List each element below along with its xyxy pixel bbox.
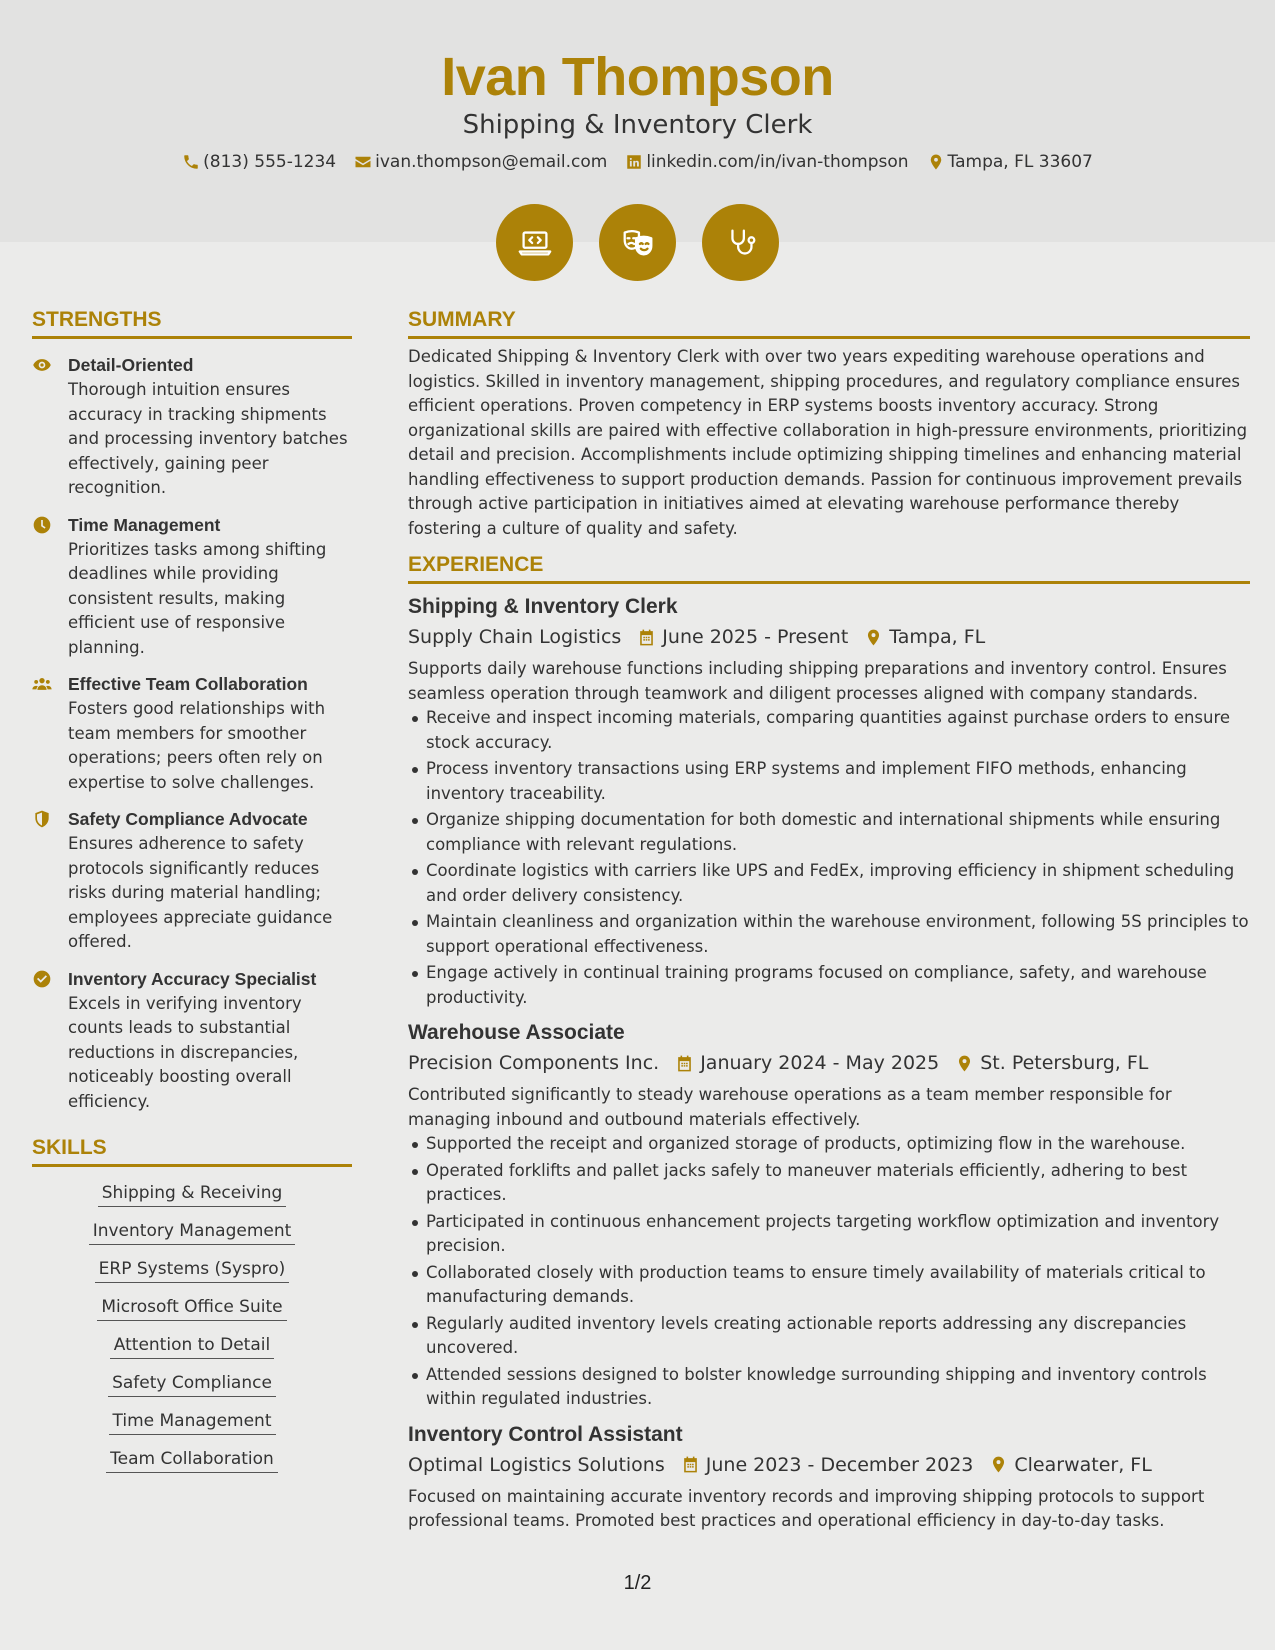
job-description: Contributed significantly to steady warehouse operations as a team member responsible for managing inbound and outbound materials effectively. <box>408 1085 1172 1129</box>
skill-tag: Team Collaboration <box>106 1441 278 1473</box>
bullet-item: Process inventory transactions using ERP systems and implement FIFO methods, enhancing inventory traceability. <box>408 757 1250 806</box>
map-pin-icon <box>989 1455 1008 1474</box>
skill-tag: Attention to Detail <box>110 1327 274 1359</box>
shield-icon <box>32 809 52 829</box>
contact-email-text: ivan.thompson@email.com <box>375 152 608 172</box>
job-meta <box>408 1450 1250 1480</box>
calendar-icon <box>681 1455 700 1474</box>
strength-desc: Thorough intuition ensures accuracy in tracking shipments and processing inventory batches effectively, gaining peer recognition. <box>68 380 348 497</box>
envelope-icon <box>354 153 372 171</box>
summary-heading: SUMMARY <box>408 308 1250 339</box>
bullet-item: Attended sessions designed to bolster knowledge surrounding shipping and inventory controls within regulated industries. <box>408 1363 1250 1412</box>
experience-section <box>408 553 1250 1534</box>
job-dates: January 2024 - May 2025 <box>700 1052 940 1074</box>
skill-tag: Microsoft Office Suite <box>97 1289 286 1321</box>
phone-icon <box>182 153 200 171</box>
job-bullets <box>408 1132 1250 1412</box>
bullet-item: Maintain cleanliness and organization within the warehouse environment, following 5S principles to support operational effectiveness. <box>408 910 1250 959</box>
skills-list <box>32 1175 352 1479</box>
strength-item <box>32 353 352 501</box>
contact-phone[interactable] <box>182 152 336 172</box>
bullet-item: Regularly audited inventory levels creating actionable reports addressing any discrepancies uncovered. <box>408 1312 1250 1361</box>
job-entry <box>408 1018 1250 1412</box>
contact-email[interactable] <box>354 152 607 172</box>
bullet-item: Supported the receipt and organized storage of products, optimizing flow in the warehouse. <box>408 1132 1250 1157</box>
job-location: Tampa, FL <box>889 626 986 648</box>
map-pin-icon <box>955 1054 974 1073</box>
skills-section <box>32 1136 352 1479</box>
users-icon <box>32 674 52 694</box>
job-title: Inventory Control Assistant <box>408 1422 683 1446</box>
strength-desc: Excels in verifying inventory counts leads to substantial reductions in discrepancies, noticeably boosting overall efficiency. <box>68 993 302 1111</box>
interest-badges <box>0 204 1275 281</box>
map-pin-icon <box>927 153 945 171</box>
strengths-heading: STRENGTHS <box>32 308 352 339</box>
job-title: Shipping & Inventory Clerk <box>408 595 678 618</box>
skills-heading: SKILLS <box>32 1136 352 1167</box>
page-number: 1/2 <box>623 1572 652 1594</box>
bullet-item: Receive and inspect incoming materials, comparing quantities against purchase orders to ensure stock accuracy. <box>408 706 1250 755</box>
summary-text: Dedicated Shipping & Inventory Clerk with over two years expediting warehouse operations and logistics. Skilled in inventory management, shipping procedures, and regulatory compliance ensures efficient operations. Proven competency in ERP systems boosts inventory accuracy. Strong organizational skills are paired with effective collaboration in high-pressure environments, prioritizing detail and precision. Accomplishments include optimizing shipping timelines and enhancing material handling effectiveness to support production demands. Passion for continuous improvement prevails through active participation in initiatives aimed at elevating warehouse performance thereby fostering a culture of quality and safety. <box>408 347 1248 538</box>
stethoscope-icon <box>702 204 779 281</box>
bullet-item: Organize shipping documentation for both domestic and international shipments while ensuring compliance with relevant regulations. <box>408 808 1250 857</box>
strength-desc: Prioritizes tasks among shifting deadlines while providing consistent results, making efficient use of responsive planning. <box>68 539 327 657</box>
skill-tag: ERP Systems (Syspro) <box>95 1251 290 1283</box>
contact-bar <box>0 152 1275 172</box>
calendar-icon <box>675 1054 694 1073</box>
contact-phone-text: (813) 555-1234 <box>203 152 337 172</box>
bullet-item: Coordinate logistics with carriers like UPS and FedEx, improving efficiency in shipment scheduling and order delivery consistency. <box>408 859 1250 908</box>
experience-heading: EXPERIENCE <box>408 553 1250 584</box>
job-company: Supply Chain Logistics <box>408 626 622 648</box>
check-circle-icon <box>32 969 52 989</box>
bullet-item: Collaborated closely with production teams to ensure timely availability of materials critical to manufacturing demands. <box>408 1261 1250 1310</box>
job-entry <box>408 592 1250 1010</box>
strength-item <box>32 967 352 1115</box>
right-column <box>408 308 1250 1534</box>
job-dates: June 2025 - Present <box>662 626 849 648</box>
skill-tag: Shipping & Receiving <box>98 1175 287 1207</box>
eye-icon <box>32 355 52 375</box>
job-meta <box>408 1048 1250 1078</box>
job-bullets <box>408 706 1250 1010</box>
map-pin-icon <box>864 628 883 647</box>
job-company: Precision Components Inc. <box>408 1052 660 1074</box>
strength-title: Detail-Oriented <box>68 355 194 375</box>
contact-location <box>927 152 1093 172</box>
bullet-item: Participated in continuous enhancement projects targeting workflow optimization and inventory precision. <box>408 1210 1250 1259</box>
candidate-title: Shipping & Inventory Clerk <box>462 110 813 140</box>
strength-item <box>32 513 352 661</box>
linkedin-icon <box>625 153 643 171</box>
clock-icon <box>32 515 52 535</box>
strength-desc: Ensures adherence to safety protocols significantly reduces risks during material handling; employees appreciate guidance offered. <box>68 834 333 951</box>
laptop-code-icon <box>496 204 573 281</box>
job-meta <box>408 622 1250 652</box>
job-location: Clearwater, FL <box>1014 1453 1152 1476</box>
strength-title: Safety Compliance Advocate <box>68 809 308 829</box>
strength-item <box>32 807 352 955</box>
candidate-name: Ivan Thompson <box>441 47 834 107</box>
job-title: Warehouse Associate <box>408 1021 625 1044</box>
bullet-item: Operated forklifts and pallet jacks safely to maneuver materials efficiently, adhering to best practices. <box>408 1159 1250 1208</box>
strength-item <box>32 672 352 795</box>
job-description: Focused on maintaining accurate inventory records and improving shipping protocols to support professional teams. Promoted best practices and operational efficiency in day-to-day tasks. <box>408 1486 1205 1530</box>
job-company: Optimal Logistics Solutions <box>408 1453 665 1476</box>
job-description: Supports daily warehouse functions including shipping preparations and inventory control. Ensures seamless operation through teamwork and diligent processes aligned with company standards. <box>408 659 1227 703</box>
contact-linkedin[interactable] <box>625 152 908 172</box>
skill-tag: Time Management <box>109 1403 276 1435</box>
contact-location-text: Tampa, FL 33607 <box>947 152 1093 172</box>
calendar-icon <box>637 628 656 647</box>
job-entry <box>408 1420 1250 1534</box>
theater-masks-icon <box>599 204 676 281</box>
contact-linkedin-text: linkedin.com/in/ivan-thompson <box>646 152 909 172</box>
left-column <box>32 308 352 1479</box>
skill-tag: Inventory Management <box>89 1213 296 1245</box>
skill-tag: Safety Compliance <box>108 1365 276 1397</box>
job-location: St. Petersburg, FL <box>980 1052 1149 1074</box>
bullet-item: Engage actively in continual training programs focused on compliance, safety, and warehouse productivity. <box>408 961 1250 1010</box>
strength-title: Time Management <box>68 514 221 535</box>
strength-title: Inventory Accuracy Specialist <box>68 968 317 989</box>
strength-title: Effective Team Collaboration <box>68 674 308 694</box>
job-dates: June 2023 - December 2023 <box>705 1453 974 1476</box>
strength-desc: Fosters good relationships with team members for smoother operations; peers often rely on expertise to solve challenges. <box>68 699 326 792</box>
